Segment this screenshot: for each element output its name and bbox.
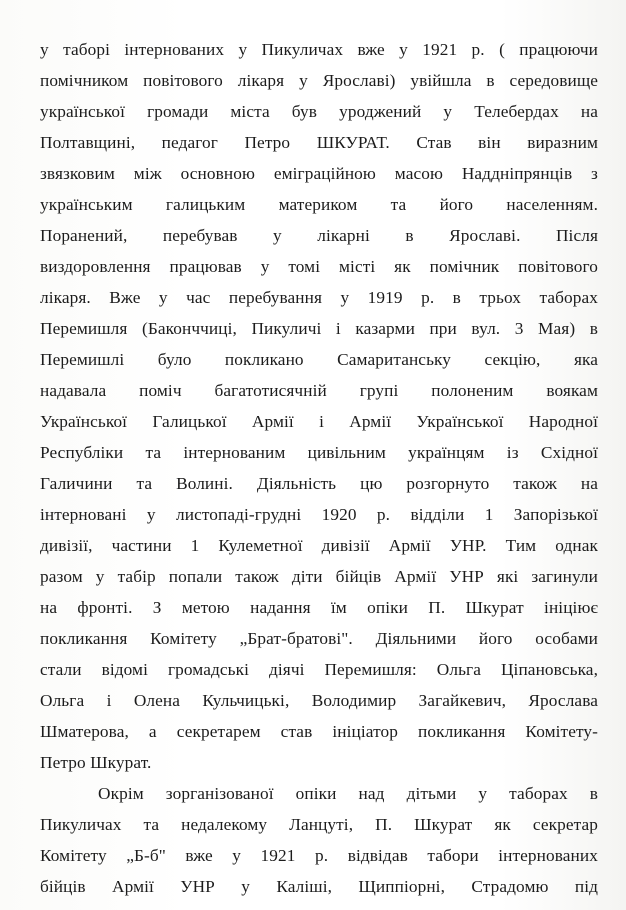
- text-line: разом у табір попали також діти бійців Армії УНР які загинули: [40, 567, 598, 586]
- text-line: Української Галицької Армії і Армії Української Народної: [40, 412, 598, 431]
- text-line: лікаря. Вже у час перебування у 1919 р. в трьох таборах: [40, 288, 598, 307]
- text-line: виздоровлення працював у томі місті як помічник повітового: [40, 257, 598, 276]
- text-line: Перемишля (Баконччиці, Пикуличі і казарми при вул. 3 Мая) в: [40, 319, 598, 338]
- text-line: Комітету „Б-б" вже у 1921 р. відвідав табори інтернованих: [40, 846, 598, 865]
- text-line: українським галицьким материком та його населенням.: [40, 195, 598, 214]
- text-line: стали відомі громадські діячі Перемишля: Ольга Ціпановська,: [40, 660, 598, 679]
- text-line: Республіки та інтернованим цивільним українцям із Східної: [40, 443, 598, 462]
- text-line: Окрім зорганізованої опіки над дітьми у таборах в: [98, 784, 598, 803]
- text-line: Шматерова, а секретарем став ініціатор покликання Комітету-: [40, 722, 598, 741]
- text-line: Перемишлі було покликано Самаританську секцію, яка: [40, 350, 598, 369]
- text-line: Поранений, перебував у лікарні в Ярославі. Після: [40, 226, 598, 245]
- text-line: дивізії, частини 1 Кулеметної дивізії Армії УНР. Тим однак: [40, 536, 598, 555]
- text-line: української громади міста був уроджений у Телебердах на: [40, 102, 598, 121]
- text-line: бійців Армії УНР у Каліші, Щиппіорні, Страдомю під: [40, 877, 598, 896]
- text-line: Галичини та Волині. Діяльність цю розгорнуто також на: [40, 474, 598, 493]
- text-line: на фронті. З метою надання їм опіки П. Шкурат ініціює: [40, 598, 598, 617]
- text-line: помічником повітового лікаря у Ярославі) увійшла в середовище: [40, 71, 598, 90]
- text-line: покликання Комітету „Брат-братові". Діяльними його особами: [40, 629, 598, 648]
- text-line: надавала поміч багатотисячній групі полоненим воякам: [40, 381, 598, 400]
- text-line: Полтавщині, педагог Петро ШКУРАТ. Став він виразним: [40, 133, 598, 152]
- text-line: Ольга і Олена Кульчицькі, Володимир Загайкевич, Ярослава: [40, 691, 598, 710]
- text-line: Петро Шкурат.: [40, 753, 152, 772]
- text-line: Пикуличах та недалекому Ланцуті, П. Шкурат як секретар: [40, 815, 598, 834]
- text-line: інтерновані у листопаді-грудні 1920 р. відділи 1 Запорізької: [40, 505, 598, 524]
- text-line: у таборі інтернованих у Пикуличах вже у 1921 р. ( працюючи: [40, 40, 598, 59]
- text-line: звязковим між основною еміграційною масою Наддніпрянців з: [40, 164, 598, 183]
